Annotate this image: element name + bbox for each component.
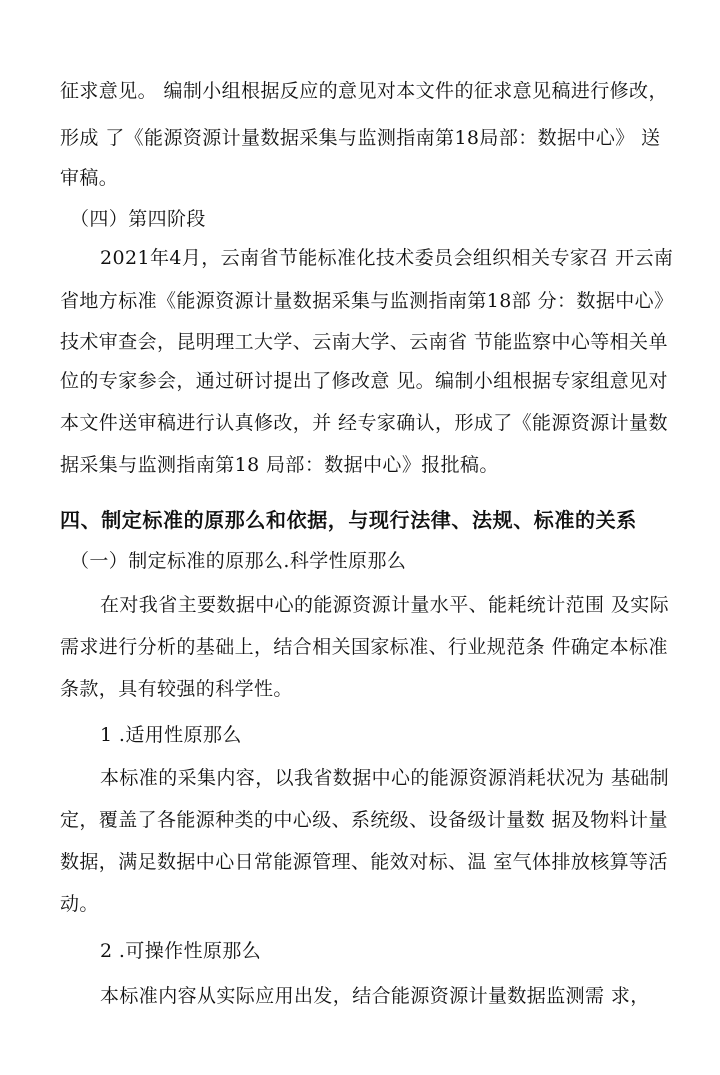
paragraph-line: 本文件送审稿进行认真修改，并 经专家确认，形成了《能源资源计量数 [60, 412, 668, 434]
paragraph-line: 本标准内容从实际应用出发，结合能源资源计量数据监测需 求， [100, 985, 650, 1007]
list-item-title-applicability: 1 .适用性原那么 [100, 724, 242, 746]
paragraph-line: 本标准的采集内容，以我省数据中心的能源资源消耗状况为 基础制 [100, 767, 670, 789]
subsection-title-principles: （一）制定标准的原那么.科学性原那么 [70, 550, 407, 572]
paragraph-line: 征求意见。 编制小组根据反应的意见对本文件的征求意见稿进行修改， [60, 80, 668, 102]
paragraph-line: 2021年4月，云南省节能标准化技术委员会组织相关专家召 开云南 [100, 247, 674, 269]
paragraph-line: 位的专家参会，通过研讨提出了修改意 见。编制小组根据专家组意见对 [60, 370, 668, 392]
paragraph-line: 需求进行分析的基础上，结合相关国家标准、行业规范条 件确定本标准 [60, 636, 668, 658]
list-item-title-operability: 2 .可操作性原那么 [100, 940, 262, 962]
paragraph-line: 条款，具有较强的科学性。 [60, 678, 293, 700]
paragraph-line: 数据，满足数据中心日常能源管理、能效对标、温 室气体排放核算等活 [60, 851, 668, 873]
paragraph-line: 技术审查会，昆明理工大学、云南大学、云南省 节能监察中心等相关单 [60, 331, 668, 353]
paragraph-line: 动。 [60, 893, 99, 915]
paragraph-line: 据采集与监测指南第18 局部：数据中心》报批稿。 [60, 454, 499, 476]
paragraph-line: 在对我省主要数据中心的能源资源计量水平、能耗统计范围 及实际 [100, 594, 670, 616]
paragraph-line: 省地方标准《能源资源计量数据采集与监测指南第18部 分：数据中心》 [60, 290, 674, 312]
paragraph-line: 形成 了《能源资源计量数据采集与监测指南第18局部：数据中心》 送 [60, 127, 661, 149]
paragraph-line: 审稿。 [60, 167, 119, 189]
section-subtitle-stage-four: （四）第四阶段 [70, 208, 206, 230]
paragraph-line: 定，覆盖了各能源种类的中心级、系统级、设备级计量数 据及物料计量 [60, 809, 668, 831]
section-heading-four: 四、制定标准的原那么和依据，与现行法律、法规、标准的关系 [60, 508, 637, 532]
